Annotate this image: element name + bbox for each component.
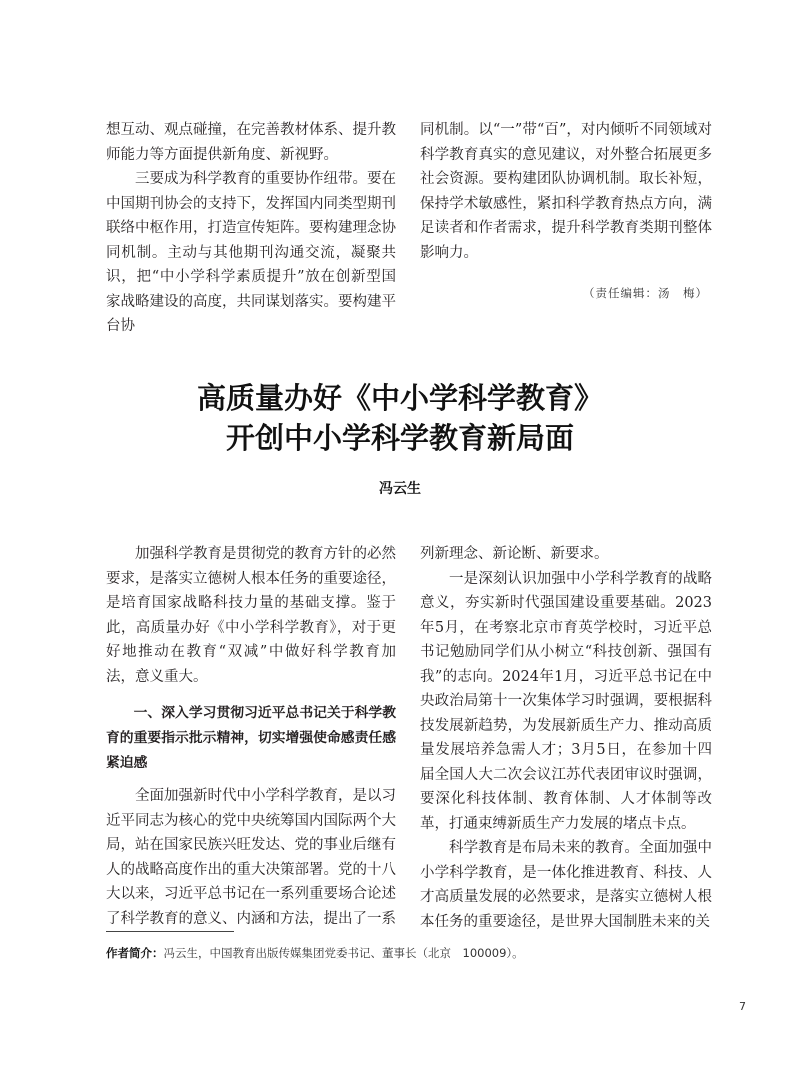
previous-article-right-column [420, 118, 712, 265]
paragraph: 列新理念、新论断、新要求。 [420, 546, 609, 562]
paragraph: 想互动、观点碰撞，在完善教材体系、提升教师能力等方面提供新角度、新视野。 [106, 122, 396, 163]
article-left-column [106, 542, 396, 931]
paragraph: 科学教育是布局未来的教育。全面加强中小学科学教育，是一体化推进教育、科技、人才高质量发展的必然要求，是落实立德树人根本任务的重要途径，是世界大国制胜未来的关 [420, 840, 712, 930]
footnote-label: 作者简介： [106, 946, 164, 960]
page-number: 7 [739, 1000, 746, 1013]
article-title-line-1: 高质量办好《中小学科学教育》 [196, 381, 603, 415]
article-title-line-2: 开创中小学科学教育新局面 [225, 421, 574, 455]
paragraph: 三要成为科学教育的重要协作纽带。要在中国期刊协会的支持下，发挥国内同类型期刊联络中枢作用，打造宣传矩阵。要构建理念协同机制。主动与其他期刊沟通交流，凝聚共识，把“中小学科学素质提升”放在创新型国家战略建设的高度，共同谋划落实。要构建平台协 [106, 171, 396, 334]
previous-article-left-column [106, 118, 396, 339]
footnote-divider [106, 931, 234, 932]
editor-note: （责任编辑：汤 梅） [583, 286, 708, 300]
paragraph: 同机制。以“一”带“百”，对内倾听不同领域对科学教育真实的意见建议，对外整合拓展更多社会资源。要构建团队协调机制。取长补短，保持学术敏感性，紧扣科学教育热点方向，满足读者和作者需求，提升科学教育类期刊整体影响力。 [420, 122, 712, 261]
author-footnote [106, 945, 726, 961]
article-right-column [420, 542, 712, 934]
intro-paragraph: 加强科学教育是贯彻党的教育方针的必然要求，是落实立德树人根本任务的重要途径，是培育国家战略科技力量的基础支撑。鉴于此，高质量办好《中小学科学教育》，对于更好地推动在教育“双减”中做好科学教育加法，意义重大。 [106, 546, 396, 685]
section-heading: 一、深入学习贯彻习近平总书记关于科学教育的重要指示批示精神，切实增强使命感责任感紧迫感 [106, 705, 396, 771]
paragraph: 全面加强新时代中小学科学教育，是以习近平同志为核心的党中央统筹国内国际两个大局，站在国家民族兴旺发达、党的事业后继有人的战略高度作出的重大决策部署。党的十八大以来，习近平总书记在一系列重要场合论述了科学教育的意义、内涵和方法，提出了一系 [106, 788, 396, 927]
paragraph: 一是深刻认识加强中小学科学教育的战略意义，夯实新时代强国建设重要基础。2023年5月，在考察北京市育英学校时，习近平总书记勉励同学们从小树立“科技创新、强国有我”的志向。2024年1月，习近平总书记在中央政治局第十一次集体学习时强调，要根据科技发展新趋势，为发展新质生产力、推动高质量发展培养急需人才；3月5日，在参加十四届全国人大二次会议江苏代表团审议时强调，要深化科技体制、教育体制、人才体制等改革，打通束缚新质生产力发展的堵点卡点。 [420, 570, 712, 832]
footnote-text: 冯云生，中国教育出版传媒集团党委书记、董事长（北京 100009）。 [163, 946, 524, 960]
article-author: 冯云生 [379, 481, 421, 497]
article-title [0, 378, 800, 458]
